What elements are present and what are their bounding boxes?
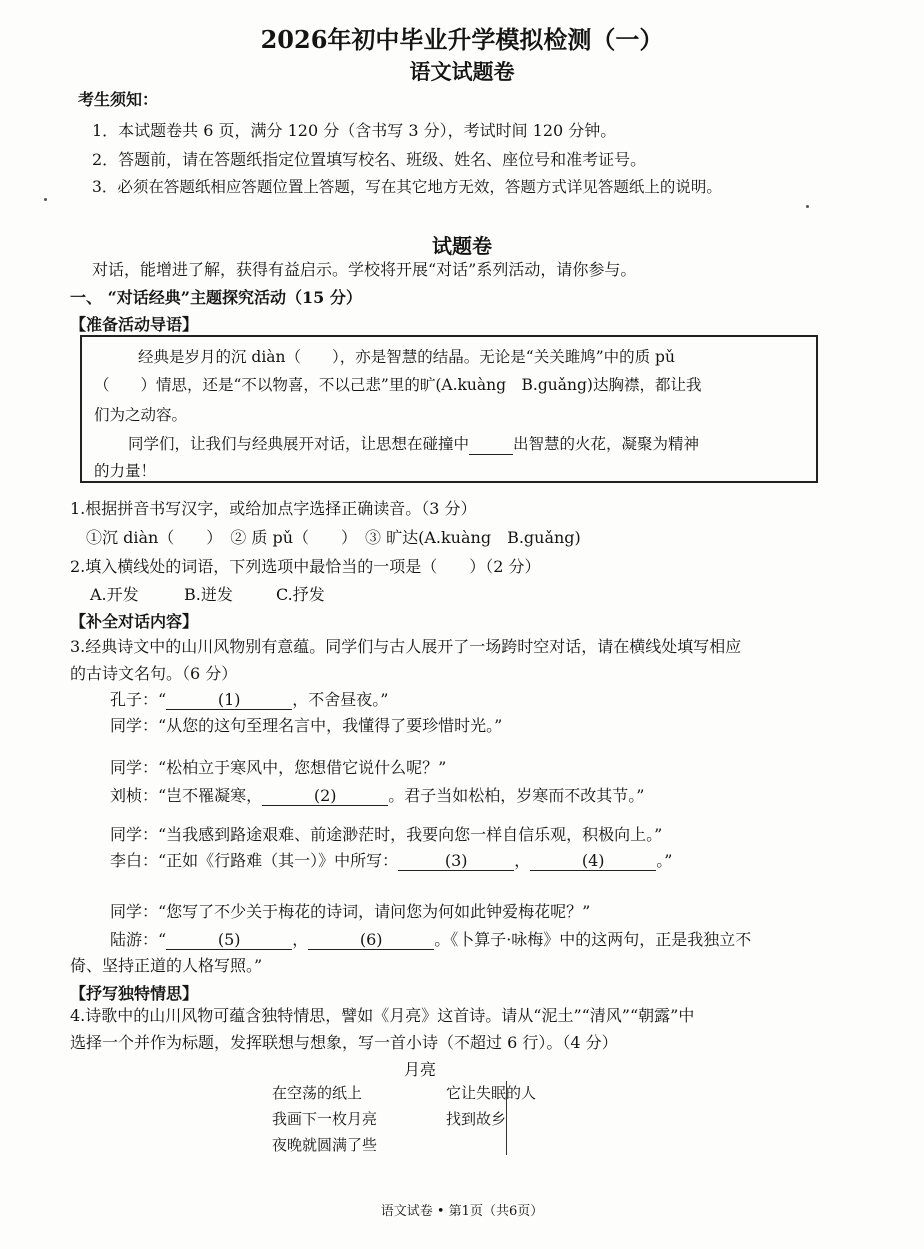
luyou-mid: ， bbox=[292, 930, 309, 949]
scan-speck bbox=[806, 205, 809, 208]
q2-option-b: B.迸发 bbox=[184, 585, 233, 604]
q3-tongxue-3: 同学：“当我感到路途艰难、前途渺茫时，我要向您一样自信乐观，积极向上。” bbox=[110, 825, 663, 844]
poem-left-2: 我画下一枚月亮 bbox=[272, 1110, 378, 1128]
scan-speck-2 bbox=[44, 198, 47, 201]
q1-stem: 1.根据拼音书写汉字，或给加点字选择正确读音。（3 分） bbox=[70, 499, 477, 518]
guide-line-3: 们为之动容。 bbox=[94, 406, 188, 424]
guide-line-4a: 同学们，让我们与经典展开对话，让思想在碰撞中 bbox=[128, 435, 470, 453]
guide-line-5: 的力量！ bbox=[94, 462, 157, 480]
liuzhen-post: 。君子当如松柏，岁寒而不改其节。” bbox=[388, 786, 645, 805]
blank-2: (2) bbox=[262, 786, 388, 806]
notice-heading: 考生须知： bbox=[78, 90, 159, 109]
libai-pre: 李白：“正如《行路难（其一）》中所写： bbox=[110, 851, 399, 870]
q4-stem-2: 选择一个并作为标题，发挥联想与想象，写一首小诗（不超过 6 行）。（4 分） bbox=[70, 1033, 618, 1052]
guide-line-2: （ ）情思，还是“不以物喜，不以己悲”里的旷(A.kuàng B.guǎng)达胸襟，都让我 bbox=[94, 376, 702, 394]
luyou-post: 。《卜算子·咏梅》中的这两句，正是我独立不 bbox=[434, 930, 752, 949]
q3-stem-1: 3.经典诗文中的山川风物别有意蕴。同学们与古人展开了一场跨时空对话，请在横线处填写相应 bbox=[70, 637, 742, 656]
dialog-tag: 【补全对话内容】 bbox=[70, 612, 199, 631]
blank-5: (5) bbox=[166, 930, 292, 950]
q3-liuzhen bbox=[110, 786, 644, 806]
liuzhen-pre: 刘桢：“岂不罹凝寒， bbox=[110, 786, 263, 805]
kongzi-pre: 孔子：“ bbox=[110, 690, 167, 709]
blank-3: (3) bbox=[398, 851, 514, 871]
q3-stem-2: 的古诗文名句。（6 分） bbox=[70, 664, 238, 683]
guide-line-4b: 出智慧的火花，凝聚为精神 bbox=[513, 435, 700, 453]
q3-tongxue-4: 同学：“您写了不少关于梅花的诗词，请问您为何如此钟爱梅花呢？” bbox=[110, 902, 591, 921]
guide-blank bbox=[469, 435, 513, 455]
poem-left-3: 夜晚就圆满了些 bbox=[272, 1136, 378, 1154]
q3-tongxue-2: 同学：“松柏立于寒风中，您想借它说什么呢？” bbox=[110, 758, 447, 777]
part1-title: 一、 “对话经典”主题探究活动（15 分） bbox=[70, 288, 362, 307]
q4-stem-1: 4.诗歌中的山川风物可蕴含独特情思，譬如《月亮》这首诗。请从“泥土”“清风”“朝露”中 bbox=[70, 1006, 695, 1025]
q3-luyou bbox=[110, 930, 751, 950]
q2-option-a: A.开发 bbox=[90, 585, 139, 604]
section-title: 试题卷 bbox=[432, 234, 492, 258]
kongzi-post: ，不舍昼夜。” bbox=[292, 690, 389, 709]
blank-4: (4) bbox=[530, 851, 656, 871]
notice-item-1: 1．本试题卷共 6 页，满分 120 分（含书写 3 分），考试时间 120 分钟。 bbox=[92, 121, 617, 140]
guide-line-1: 经典是岁月的沉 diàn（ ），亦是智慧的结晶。无论是“关关雎鸠”中的质 pǔ bbox=[138, 348, 675, 366]
poem-left-1: 在空荡的纸上 bbox=[272, 1084, 363, 1102]
exam-title: 2026年初中毕业升学模拟检测（一） bbox=[260, 25, 664, 54]
guide-tag: 【准备活动导语】 bbox=[70, 315, 199, 334]
q3-luyou-end: 倚、坚持正道的人格写照。” bbox=[70, 956, 263, 975]
libai-post: 。” bbox=[656, 851, 673, 870]
luyou-pre: 陆游：“ bbox=[110, 930, 167, 949]
notice-item-2: 2．答题前，请在答题纸指定位置填写校名、班级、姓名、座位号和准考证号。 bbox=[92, 150, 647, 169]
page-footer: 语文试卷 • 第1页（共6页） bbox=[380, 1204, 544, 1219]
poem-right-2: 找到故乡 bbox=[446, 1110, 507, 1128]
intro-text: 对话，能增进了解，获得有益启示。学校将开展“对话”系列活动，请你参与。 bbox=[92, 260, 637, 279]
poem-right-1: 它让失眠的人 bbox=[446, 1084, 537, 1102]
q2-option-c: C.抒发 bbox=[276, 585, 325, 604]
exam-subtitle: 语文试题卷 bbox=[409, 59, 515, 84]
libai-mid: ， bbox=[514, 851, 531, 870]
q3-libai bbox=[110, 851, 672, 871]
blank-6: (6) bbox=[308, 930, 434, 950]
q1-options: ①沉 diàn（ ） ② 质 pǔ（ ） ③ 旷达(A.kuàng B.guǎng) bbox=[86, 528, 581, 547]
q3-kongzi bbox=[110, 690, 388, 710]
poem-title: 月亮 bbox=[404, 1060, 437, 1079]
guide-line-4 bbox=[128, 435, 699, 455]
write-tag: 【抒写独特情思】 bbox=[70, 984, 199, 1003]
notice-item-3: 3．必须在答题纸相应答题位置上答题，写在其它地方无效，答题方式详见答题纸上的说明。 bbox=[92, 178, 722, 196]
q2-stem: 2.填入横线处的词语，下列选项中最恰当的一项是（ ）（2 分） bbox=[70, 557, 541, 576]
blank-1: (1) bbox=[166, 690, 292, 710]
q3-tongxue-1: 同学：“从您的这句至理名言中，我懂得了要珍惜时光。” bbox=[110, 716, 503, 735]
